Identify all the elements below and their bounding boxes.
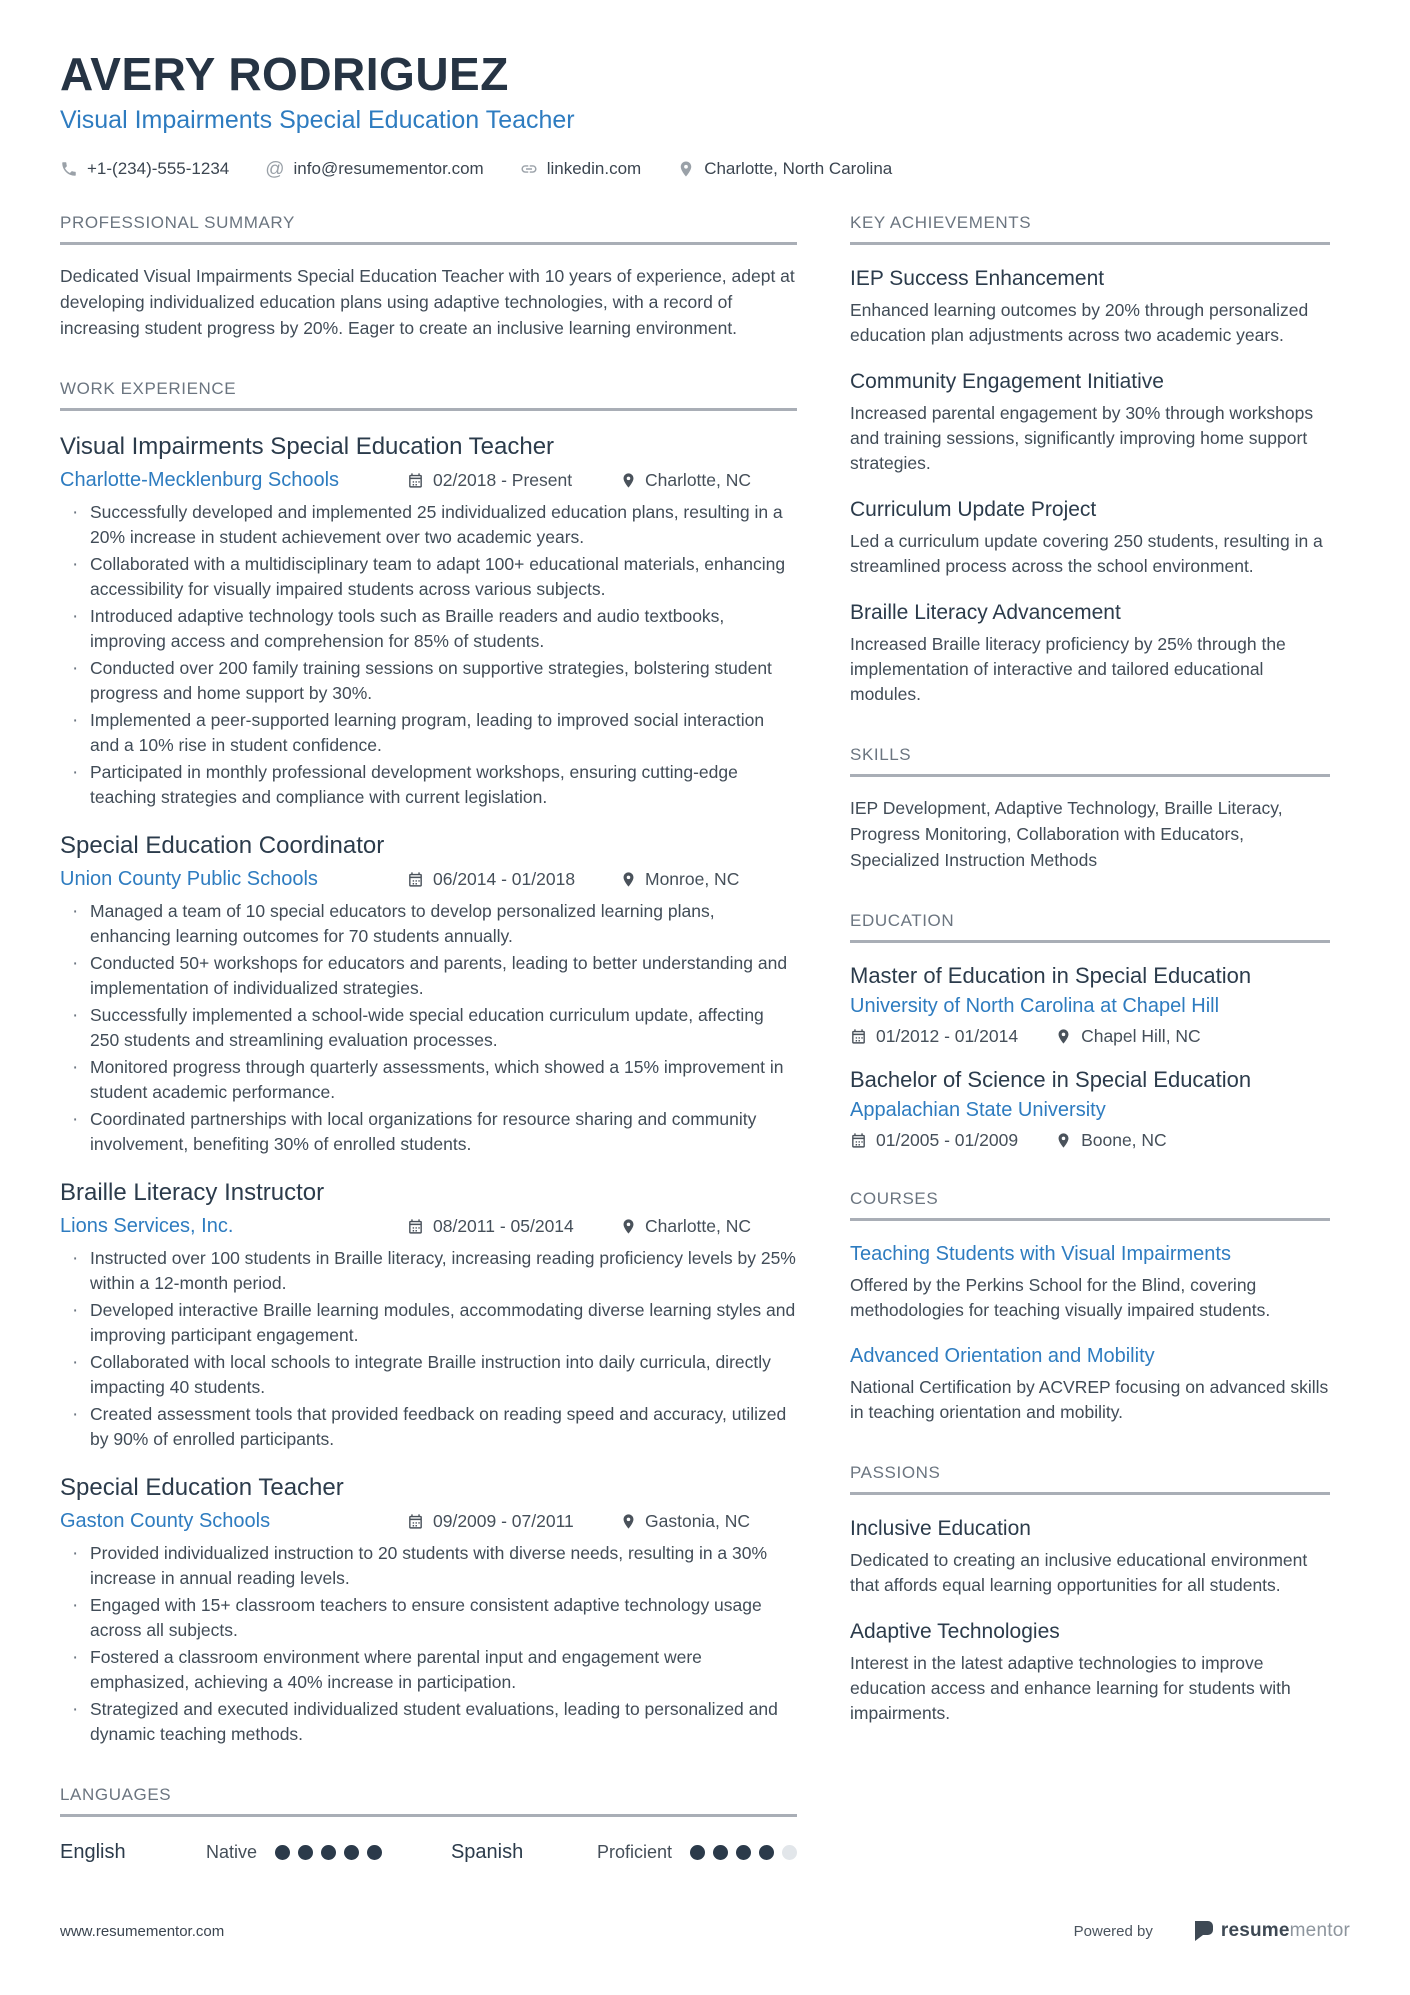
company-link[interactable]: Lions Services, Inc. [60, 1215, 234, 1238]
job-entry [60, 433, 797, 810]
passion-title: Adaptive Technologies [850, 1620, 1060, 1644]
calendar-icon [407, 472, 424, 489]
section-heading: WORK EXPERIENCE [60, 379, 797, 411]
job-entry [60, 1179, 797, 1452]
dot-filled [321, 1845, 336, 1860]
job-list [60, 433, 797, 1747]
section-heading: SKILLS [850, 745, 1330, 777]
phone-icon [60, 160, 78, 178]
left-column [60, 213, 797, 1864]
job-location [620, 470, 751, 491]
bullet-list [60, 1246, 797, 1452]
achievement-text: Led a curriculum update covering 250 students, resulting in a streamlined process across the school environment. [850, 531, 1323, 577]
job-dates-text: 09/2009 - 07/2011 [433, 1511, 574, 1532]
bullet-item: · Participated in monthly professional development workshops, ensuring cutting-edge teaching strategies and compliance with current legislation. [60, 760, 797, 810]
company-link[interactable]: Union County Public Schools [60, 868, 318, 891]
achievement-text: Increased Braille literacy proficiency by 25% through the implementation of interactive and tailored educational modules. [850, 634, 1286, 705]
bullet-item: · Introduced adaptive technology tools such as Braille readers and audio textbooks, improving access and comprehension for 85% of students. [60, 604, 797, 654]
key-achievements-section [850, 213, 1330, 707]
job-location-text: Gastonia, NC [645, 1511, 751, 1532]
company-link[interactable]: Gaston County Schools [60, 1510, 271, 1533]
bullet-item: · Strategized and executed individualized student evaluations, leading to personalized and dynamic teaching methods. [60, 1697, 797, 1747]
achievement-title: Curriculum Update Project [850, 498, 1097, 522]
course-text: Offered by the Perkins School for the Blind, covering methodologies for teaching visually impaired students. [850, 1275, 1271, 1321]
course-item [850, 1243, 1330, 1323]
job-entry [60, 832, 797, 1157]
achievement-item [850, 267, 1330, 348]
section-heading: EDUCATION [850, 911, 1330, 943]
location-contact [677, 159, 892, 179]
language-level-label: Proficient [596, 1842, 672, 1863]
bullet-item: · Developed interactive Braille learning modules, accommodating diverse learning styles and improving participant engagement. [60, 1298, 797, 1348]
email-text: info@resumementor.com [293, 159, 484, 179]
skills-text: IEP Development, Adaptive Technology, Braille Literacy, Progress Monitoring, Collaboration with Educators, Specialized Instruction Methods [850, 798, 1283, 871]
candidate-title: Visual Impairments Special Education Teacher [60, 106, 575, 135]
section-heading: LANGUAGES [60, 1785, 797, 1817]
language-item [60, 1841, 382, 1864]
job-meta-row [60, 868, 797, 891]
job-location-text: Charlotte, NC [645, 1216, 752, 1237]
dot-filled [367, 1845, 382, 1860]
linkedin-text: linkedin.com [546, 159, 642, 179]
passion-text: Interest in the latest adaptive technologies to improve education access and enhance learning for students with impairments. [850, 1653, 1291, 1724]
education-entry [850, 1067, 1330, 1151]
candidate-name: AVERY RODRIGUEZ [60, 48, 509, 100]
achievement-title: Community Engagement Initiative [850, 370, 1164, 394]
section-heading: KEY ACHIEVEMENTS [850, 213, 1330, 245]
language-list [60, 1841, 797, 1864]
language-item [451, 1841, 797, 1864]
achievement-text: Increased parental engagement by 30% through workshops and training sessions, significantly improving home support strategies. [850, 403, 1314, 474]
location-text: Charlotte, North Carolina [704, 159, 893, 179]
calendar-icon [850, 1028, 867, 1045]
calendar-icon [407, 871, 424, 888]
bullet-item: · Created assessment tools that provided feedback on reading speed and accuracy, utilized by 90% of enrolled participants. [60, 1402, 797, 1452]
location-icon [620, 472, 637, 489]
resume-header [60, 50, 1330, 179]
bullet-item: · Successfully developed and implemented 25 individualized education plans, resulting in a 20% increase in student achievement over two academic years. [60, 500, 797, 550]
course-text: National Certification by ACVREP focusing on advanced skills in teaching orientation and mobility. [850, 1377, 1329, 1423]
course-list [850, 1243, 1330, 1425]
job-title: Special Education Coordinator [60, 832, 385, 860]
bullet-item: · Provided individualized instruction to 20 students with diverse needs, resulting in a 30% increase in annual reading levels. [60, 1541, 797, 1591]
achievement-title: IEP Success Enhancement [850, 267, 1105, 291]
two-column-layout [60, 213, 1330, 1864]
location-icon [620, 871, 637, 888]
proficiency-dots [275, 1845, 382, 1860]
location-icon [620, 1513, 637, 1530]
bullet-item: · Successfully implemented a school-wide special education curriculum update, affecting 250 students and streamlining evaluation processes. [60, 1003, 797, 1053]
job-title: Special Education Teacher [60, 1474, 344, 1502]
languages-section [60, 1785, 797, 1864]
achievement-text: Enhanced learning outcomes by 20% through personalized education plan adjustments across two academic years. [850, 300, 1309, 346]
proficiency-dots [690, 1845, 797, 1860]
school-link[interactable]: University of North Carolina at Chapel Hill [850, 995, 1220, 1018]
education-meta-row [850, 1026, 1330, 1047]
job-meta-row [60, 1215, 797, 1238]
education-meta-row [850, 1130, 1330, 1151]
achievement-item [850, 601, 1330, 707]
right-column [850, 213, 1330, 1726]
achievement-title: Braille Literacy Advancement [850, 601, 1121, 625]
passion-text: Dedicated to creating an inclusive educational environment that affords equal learning opportunities for all students. [850, 1550, 1308, 1596]
courses-section [850, 1189, 1330, 1425]
job-entry [60, 1474, 797, 1747]
location-icon [677, 160, 695, 178]
bullet-item: · Instructed over 100 students in Braille literacy, increasing reading proficiency levels by 25% within a 12-month period. [60, 1246, 797, 1296]
bullet-list [60, 500, 797, 810]
dot-filled [759, 1845, 774, 1860]
degree-title: Master of Education in Special Education [850, 963, 1252, 989]
section-heading: PROFESSIONAL SUMMARY [60, 213, 797, 245]
job-location-text: Charlotte, NC [645, 470, 752, 491]
education-list [850, 963, 1330, 1151]
location-icon [1055, 1028, 1072, 1045]
passions-section [850, 1463, 1330, 1726]
location-icon [620, 1218, 637, 1235]
job-dates [407, 470, 620, 491]
bullet-item: · Collaborated with local schools to integrate Braille instruction into daily curricula, directly impacting 40 students. [60, 1350, 797, 1400]
calendar-icon [407, 1218, 424, 1235]
resumementor-logo-icon [1191, 1919, 1215, 1943]
summary-section [60, 213, 797, 341]
link-icon [520, 160, 538, 178]
language-name: English [60, 1841, 126, 1864]
passion-list [850, 1517, 1330, 1726]
job-location [620, 1511, 750, 1532]
resumementor-logo[interactable] [1191, 1919, 1350, 1943]
dot-filled [690, 1845, 705, 1860]
job-title: Braille Literacy Instructor [60, 1179, 325, 1207]
achievement-item [850, 370, 1330, 476]
skills-section [850, 745, 1330, 873]
course-item [850, 1345, 1330, 1425]
linkedin-contact[interactable] [520, 159, 642, 179]
school-link[interactable]: Appalachian State University [850, 1099, 1106, 1122]
powered-by-label: Powered by [1073, 1922, 1153, 1940]
job-dates [407, 1511, 620, 1532]
job-meta-row [60, 1510, 797, 1533]
job-meta-row [60, 469, 797, 492]
job-dates [407, 1216, 620, 1237]
language-level-label: Native [206, 1842, 258, 1863]
section-heading: PASSIONS [850, 1463, 1330, 1495]
bullet-item: · Monitored progress through quarterly assessments, which showed a 15% improvement in student academic performance. [60, 1055, 797, 1105]
education-dates-text: 01/2012 - 01/2014 [876, 1026, 1019, 1047]
logo-text: resumementor [1220, 1920, 1350, 1941]
bullet-item: · Implemented a peer-supported learning program, leading to improved social interaction and a 10% rise in student confidence. [60, 708, 797, 758]
education-entry [850, 963, 1330, 1047]
calendar-icon [850, 1132, 867, 1149]
bullet-item: · Engaged with 15+ classroom teachers to ensure consistent adaptive technology usage across all subjects. [60, 1593, 797, 1643]
dot-filled [713, 1845, 728, 1860]
phone-text: +1-(234)-555-1234 [87, 159, 230, 179]
education-section [850, 911, 1330, 1151]
section-heading: COURSES [850, 1189, 1330, 1221]
passion-item [850, 1620, 1330, 1726]
job-dates [407, 869, 620, 890]
job-location [620, 869, 739, 890]
degree-title: Bachelor of Science in Special Education [850, 1067, 1252, 1093]
achievement-item [850, 498, 1330, 579]
dot-filled [736, 1845, 751, 1860]
achievement-list [850, 267, 1330, 707]
summary-text: Dedicated Visual Impairments Special Education Teacher with 10 years of experience, adept at developing individualized education plans using adaptive technologies, with a record of increasing student progress by 20%. Eager to create an inclusive learning environment. [60, 266, 795, 339]
page-footer [60, 1919, 1350, 1943]
location-icon [1055, 1132, 1072, 1149]
bullet-item: · Fostered a classroom environment where parental input and engagement were emphasized, achieving a 40% increase in participation. [60, 1645, 797, 1695]
course-title-link[interactable]: Teaching Students with Visual Impairments [850, 1243, 1231, 1266]
education-location-text: Boone, NC [1081, 1130, 1167, 1151]
work-experience-section [60, 379, 797, 1747]
bullet-item: · Managed a team of 10 special educators to develop personalized learning plans, enhancing learning outcomes for 70 students annually. [60, 899, 797, 949]
website-link[interactable]: www.resumementor.com [60, 1922, 225, 1940]
calendar-icon [407, 1513, 424, 1530]
dot-filled [298, 1845, 313, 1860]
email-icon: @ [265, 158, 285, 180]
course-title-link[interactable]: Advanced Orientation and Mobility [850, 1345, 1155, 1368]
bullet-item: · Coordinated partnerships with local organizations for resource sharing and community involvement, benefiting 30% of enrolled students. [60, 1107, 797, 1157]
bullet-item: · Conducted over 200 family training sessions on supportive strategies, bolstering student progress and home support by 30%. [60, 656, 797, 706]
bullet-item: · Collaborated with a multidisciplinary team to adapt 100+ educational materials, enhancing accessibility for visually impaired students across various subjects. [60, 552, 797, 602]
job-dates-text: 02/2018 - Present [433, 470, 573, 491]
bullet-list [60, 899, 797, 1157]
education-location-text: Chapel Hill, NC [1081, 1026, 1201, 1047]
job-title: Visual Impairments Special Education Teacher [60, 433, 555, 461]
contact-row [60, 159, 1330, 179]
phone-contact[interactable] [60, 159, 229, 179]
job-dates-text: 08/2011 - 05/2014 [433, 1216, 574, 1237]
dot-empty [782, 1845, 797, 1860]
passion-item [850, 1517, 1330, 1598]
job-dates-text: 06/2014 - 01/2018 [433, 869, 576, 890]
education-dates-text: 01/2005 - 01/2009 [876, 1130, 1019, 1151]
job-location-text: Monroe, NC [645, 869, 740, 890]
bullet-list [60, 1541, 797, 1747]
email-contact[interactable] [265, 159, 483, 179]
company-link[interactable]: Charlotte-Mecklenburg Schools [60, 469, 340, 492]
job-location [620, 1216, 751, 1237]
dot-filled [275, 1845, 290, 1860]
language-name: Spanish [450, 1841, 524, 1864]
dot-filled [344, 1845, 359, 1860]
powered-by-block [1074, 1919, 1350, 1943]
bullet-item: · Conducted 50+ workshops for educators and parents, leading to better understanding and implementation of individualized strategies. [60, 951, 797, 1001]
passion-title: Inclusive Education [850, 1517, 1031, 1541]
